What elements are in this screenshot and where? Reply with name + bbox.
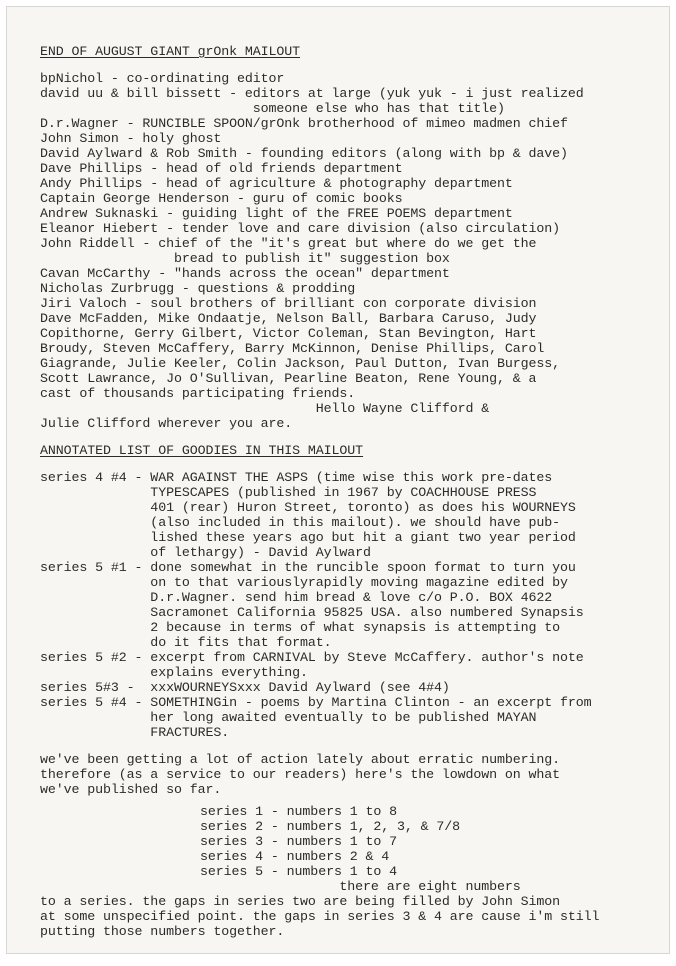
typed-page xyxy=(6,6,670,954)
editor-line: david uu & bill bissett - editors at large (yuk yuk - i just realized xyxy=(40,86,584,101)
editor-line: D.r.Wagner - RUNCIBLE SPOON/grOnk brotherhood of mimeo madmen chief xyxy=(40,116,568,131)
series-line: series 5 - numbers 1 to 4 xyxy=(200,864,397,879)
editor-line: John Riddell - chief of the "it's great but where do we get the xyxy=(40,236,537,251)
annotated-line: 2 because in terms of what synapsis is attempting to xyxy=(40,620,561,635)
annotated-line: TYPESCAPES (published in 1967 by COACHHOUSE PRESS xyxy=(40,485,537,500)
closing-line: there are eight numbers xyxy=(40,879,521,894)
annotated-line: on to that variouslyrapidly moving magazine edited by xyxy=(40,575,568,590)
editor-line: Captain George Henderson - guru of comic books xyxy=(40,191,403,206)
editor-line: Eleanor Hiebert - tender love and care division (also circulation) xyxy=(40,221,561,236)
annotated-line: series 5 #4 - SOMETHINGin - poems by Martina Clinton - an excerpt from xyxy=(40,695,592,710)
annotated-line: D.r.Wagner. send him bread & love c/o P.O. BOX 4622 xyxy=(40,590,553,605)
editor-line: Andy Phillips - head of agriculture & photography department xyxy=(40,176,513,191)
page-title: END OF AUGUST GIANT grOnk MAILOUT xyxy=(40,44,301,59)
series-line: series 2 - numbers 1, 2, 3, & 7/8 xyxy=(200,819,461,834)
annotated-line: explains everything. xyxy=(40,665,308,680)
annotated-heading: ANNOTATED LIST OF GOODIES IN THIS MAILOUT xyxy=(40,443,364,458)
editor-line: cast of thousands participating friends. xyxy=(40,386,356,401)
series-line: series 1 - numbers 1 to 8 xyxy=(200,804,397,819)
annotated-line: her long awaited eventually to be published MAYAN xyxy=(40,710,537,725)
closing-line: to a series. the gaps in series two are being filled by John Simon xyxy=(40,894,561,909)
annotated-line: of lethargy) - David Aylward xyxy=(40,545,371,560)
annotated-line: series 5 #2 - excerpt from CARNIVAL by Steve McCaffery. author's note xyxy=(40,650,584,665)
editor-line: Copithorne, Gerry Gilbert, Victor Coleman, Stan Bevington, Hart xyxy=(40,326,537,341)
annotated-line: FRACTURES. xyxy=(40,725,230,740)
closing-line: at some unspecified point. the gaps in series 3 & 4 are cause i'm still xyxy=(40,909,600,924)
editor-line: Dave Phillips - head of old friends department xyxy=(40,161,403,176)
editor-line: Dave McFadden, Mike Ondaatje, Nelson Ball, Barbara Caruso, Judy xyxy=(40,311,537,326)
editor-line: bpNichol - co-ordinating editor xyxy=(40,71,285,86)
numbering-line: we've been getting a lot of action lately about erratic numbering. xyxy=(40,752,561,767)
annotated-line: 401 (rear) Huron Street, toronto) as does his WOURNEYS xyxy=(40,500,576,515)
editor-line: Hello Wayne Clifford & xyxy=(40,401,490,416)
annotated-line: series 4 #4 - WAR AGAINST THE ASPS (time wise this work pre-dates xyxy=(40,470,553,485)
editor-line: Julie Clifford wherever you are. xyxy=(40,416,293,431)
editor-line: Cavan McCarthy - "hands across the ocean" department xyxy=(40,266,450,281)
series-line: series 4 - numbers 2 & 4 xyxy=(200,849,390,864)
editor-line: John Simon - holy ghost xyxy=(40,131,222,146)
editor-line: bread to publish it" suggestion box xyxy=(40,251,450,266)
numbering-line: therefore (as a service to our readers) here's the lowdown on what xyxy=(40,767,561,782)
editor-line: Giagrande, Julie Keeler, Colin Jackson, Paul Dutton, Ivan Burgess, xyxy=(40,356,561,371)
editor-line: Andrew Suknaski - guiding light of the FREE POEMS department xyxy=(40,206,513,221)
editor-line: Broudy, Steven McCaffery, Barry McKinnon, Denise Phillips, Carol xyxy=(40,341,545,356)
annotated-line: series 5 #1 - done somewhat in the runcible spoon format to turn you xyxy=(40,560,576,575)
editor-line: Nicholas Zurbrugg - questions & prodding xyxy=(40,281,356,296)
series-line: series 3 - numbers 1 to 7 xyxy=(200,834,397,849)
annotated-line: do it fits that format. xyxy=(40,635,332,650)
annotated-line: (also included in this mailout). we should have pub- xyxy=(40,515,561,530)
editor-line: Jiri Valoch - soul brothers of brilliant con corporate division xyxy=(40,296,537,311)
annotated-line: lished these years ago but hit a giant two year period xyxy=(40,530,576,545)
editor-line: someone else who has that title) xyxy=(40,101,505,116)
annotated-line: series 5#3 - xxxWOURNEYSxxx David Aylward (see 4#4) xyxy=(40,680,450,695)
editor-line: Scott Lawrance, Jo O'Sullivan, Pearline Beaton, Rene Young, & a xyxy=(40,371,537,386)
numbering-line: we've published so far. xyxy=(40,782,222,797)
closing-line: putting those numbers together. xyxy=(40,924,285,939)
editor-line: David Aylward & Rob Smith - founding editors (along with bp & dave) xyxy=(40,146,568,161)
annotated-line: Sacramonet California 95825 USA. also numbered Synapsis xyxy=(40,605,584,620)
